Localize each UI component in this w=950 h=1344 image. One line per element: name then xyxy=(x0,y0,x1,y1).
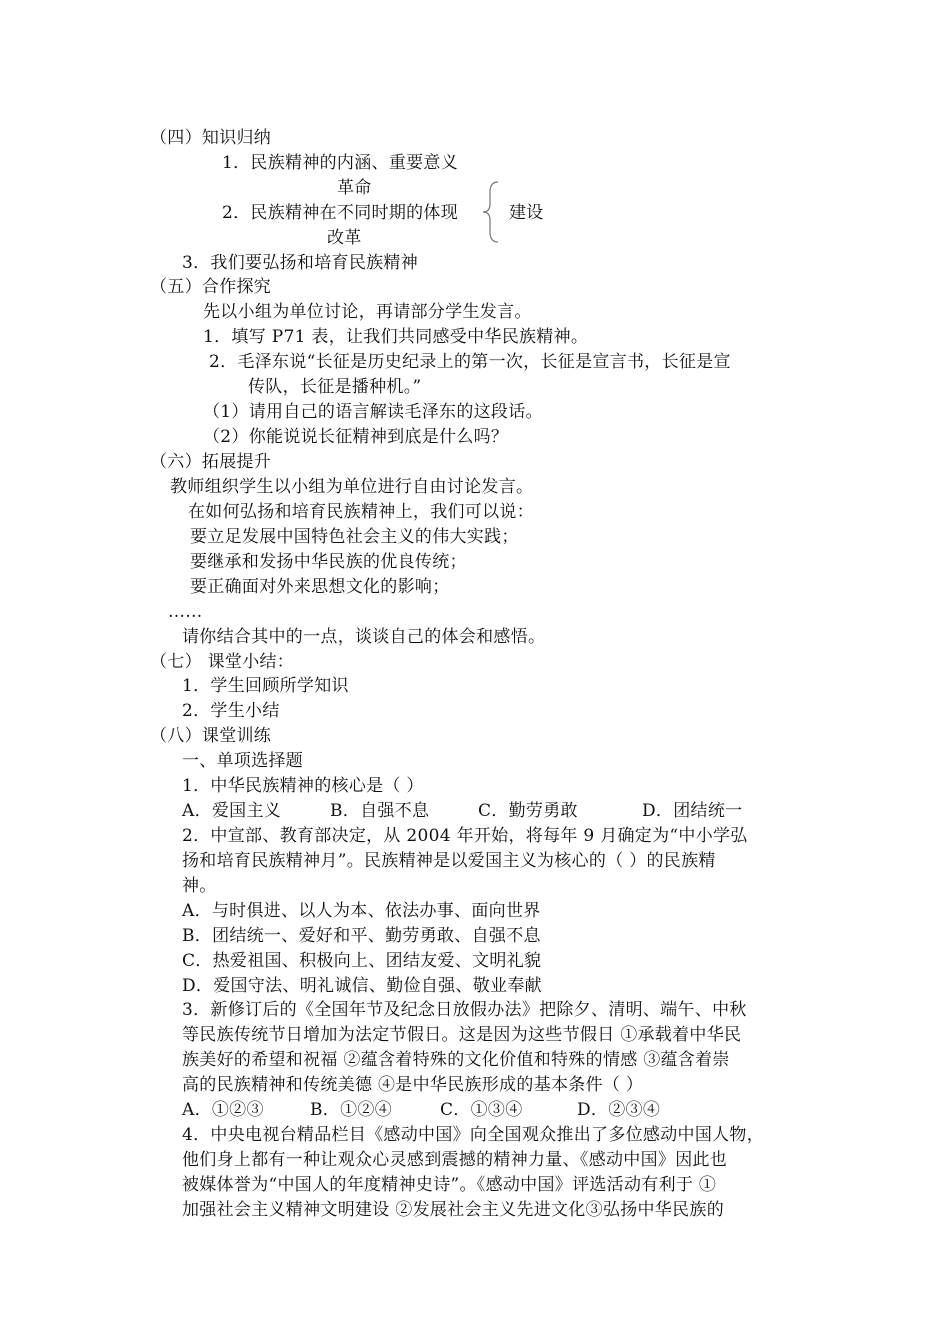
q3-stem-line-2: 等民族传统节日增加为法定节假日。这是因为这些节假日 ①承载着中华民 xyxy=(182,1025,742,1045)
section-7-heading: （七） 课堂小结： xyxy=(150,652,295,672)
s4-period-reform: 改革 xyxy=(327,228,362,248)
q2-stem-line-1: 2．中宣部、教育部决定，从 2004 年开始，将每年 9 月确定为“中小学弘 xyxy=(182,826,748,846)
s5-question-2-line-2: 传队，长征是播种机。” xyxy=(248,377,422,397)
s8-subheading: 一、单项选择题 xyxy=(182,751,304,771)
s7-item-2: 2．学生小结 xyxy=(182,701,280,721)
s7-item-1: 1．学生回顾所学知识 xyxy=(182,676,349,696)
q2-option-c: C．热爱祖国、积极向上、团结友爱、文明礼貌 xyxy=(182,951,542,971)
section-4-heading: （四）知识归纳 xyxy=(150,128,272,148)
q2-stem-line-2: 扬和培育民族精神月”。民族精神是以爱国主义为核心的（ ）的民族精 xyxy=(182,851,716,871)
section-8-heading: （八）课堂训练 xyxy=(150,726,272,746)
s4-period-construction: 建设 xyxy=(509,203,544,223)
q1-option-b: B．自强不息 xyxy=(330,801,430,821)
q1-option-a: A．爱国主义 xyxy=(182,801,282,821)
s6-line-1: 教师组织学生以小组为单位进行自由讨论发言。 xyxy=(170,477,534,497)
s6-line-5: 要正确面对外来思想文化的影响； xyxy=(190,577,450,597)
s6-line-6: 请你结合其中的一点，谈谈自己的体会和感悟。 xyxy=(182,627,546,647)
s5-question-2-line-1: 2．毛泽东说“长征是历史纪录上的第一次，长征是宣言书，长征是宣 xyxy=(209,352,731,372)
s5-sub-question-2: （2）你能说说长征精神到底是什么吗？ xyxy=(203,427,509,447)
s5-question-1: 1．填写 P71 表，让我们共同感受中华民族精神。 xyxy=(203,327,589,347)
q3-stem-line-1: 3．新修订后的《全国年节及纪念日放假办法》把除夕、清明、端午、中秋 xyxy=(182,1000,747,1020)
s5-intro: 先以小组为单位讨论，再请部分学生发言。 xyxy=(203,302,532,322)
q3-option-d: D．②③④ xyxy=(577,1100,661,1120)
q3-option-c: C．①③④ xyxy=(440,1100,523,1120)
s6-line-3: 要立足发展中国特色社会主义的伟大实践； xyxy=(190,527,519,547)
s4-period-revolution: 革命 xyxy=(337,178,372,198)
section-6-heading: （六）拓展提升 xyxy=(150,452,272,472)
q4-stem-line-4: 加强社会主义精神文明建设 ②发展社会主义先进文化③弘扬中华民族的 xyxy=(182,1200,725,1220)
s4-item-3: 3．我们要弘扬和培育民族精神 xyxy=(182,253,419,273)
s5-sub-question-1: （1）请用自己的语言解读毛泽东的这段话。 xyxy=(203,402,543,422)
q3-option-b: B．①②④ xyxy=(310,1100,392,1120)
q1-option-c: C．勤劳勇敢 xyxy=(478,801,578,821)
section-5-heading: （五）合作探究 xyxy=(150,277,272,297)
s6-line-4: 要继承和发扬中华民族的优良传统； xyxy=(190,552,467,572)
s6-ellipsis: …… xyxy=(168,602,203,622)
q2-option-a: A．与时俱进、以人为本、依法办事、面向世界 xyxy=(182,901,541,921)
q1-option-d: D．团结统一 xyxy=(642,801,743,821)
q4-stem-line-3: 被媒体誉为“中国人的年度精神史诗”。《感动中国》评选活动有利于 ① xyxy=(182,1175,717,1195)
q2-option-d: D．爱国守法、明礼诚信、勤俭自强、敬业奉献 xyxy=(182,976,542,996)
q2-option-b: B．团结统一、爱好和平、勤劳勇敢、自强不息 xyxy=(182,926,541,946)
s4-item-2: 2．民族精神在不同时期的体现 xyxy=(222,203,459,223)
q2-stem-line-3: 神。 xyxy=(182,876,217,896)
q3-option-a: A．①②③ xyxy=(182,1100,264,1120)
q4-stem-line-2: 他们身上都有一种让观众心灵感到震撼的精神力量、《感动中国》因此也 xyxy=(182,1150,728,1170)
q4-stem-line-1: 4．中央电视台精品栏目《感动中国》向全国观众推出了多位感动中国人物， xyxy=(182,1125,765,1145)
q3-stem-line-4: 高的民族精神和传统美德 ④是中华民族形成的基本条件（ ） xyxy=(182,1075,644,1095)
s4-item-1: 1．民族精神的内涵、重要意义 xyxy=(222,153,459,173)
q3-stem-line-3: 族美好的希望和祝福 ②蕴含着特殊的文化价值和特殊的情感 ③蕴含着崇 xyxy=(182,1050,730,1070)
q1-stem: 1．中华民族精神的核心是（ ） xyxy=(182,776,424,796)
s6-line-2: 在如何弘扬和培育民族精神上，我们可以说： xyxy=(188,502,534,522)
curly-brace-icon xyxy=(480,180,502,244)
